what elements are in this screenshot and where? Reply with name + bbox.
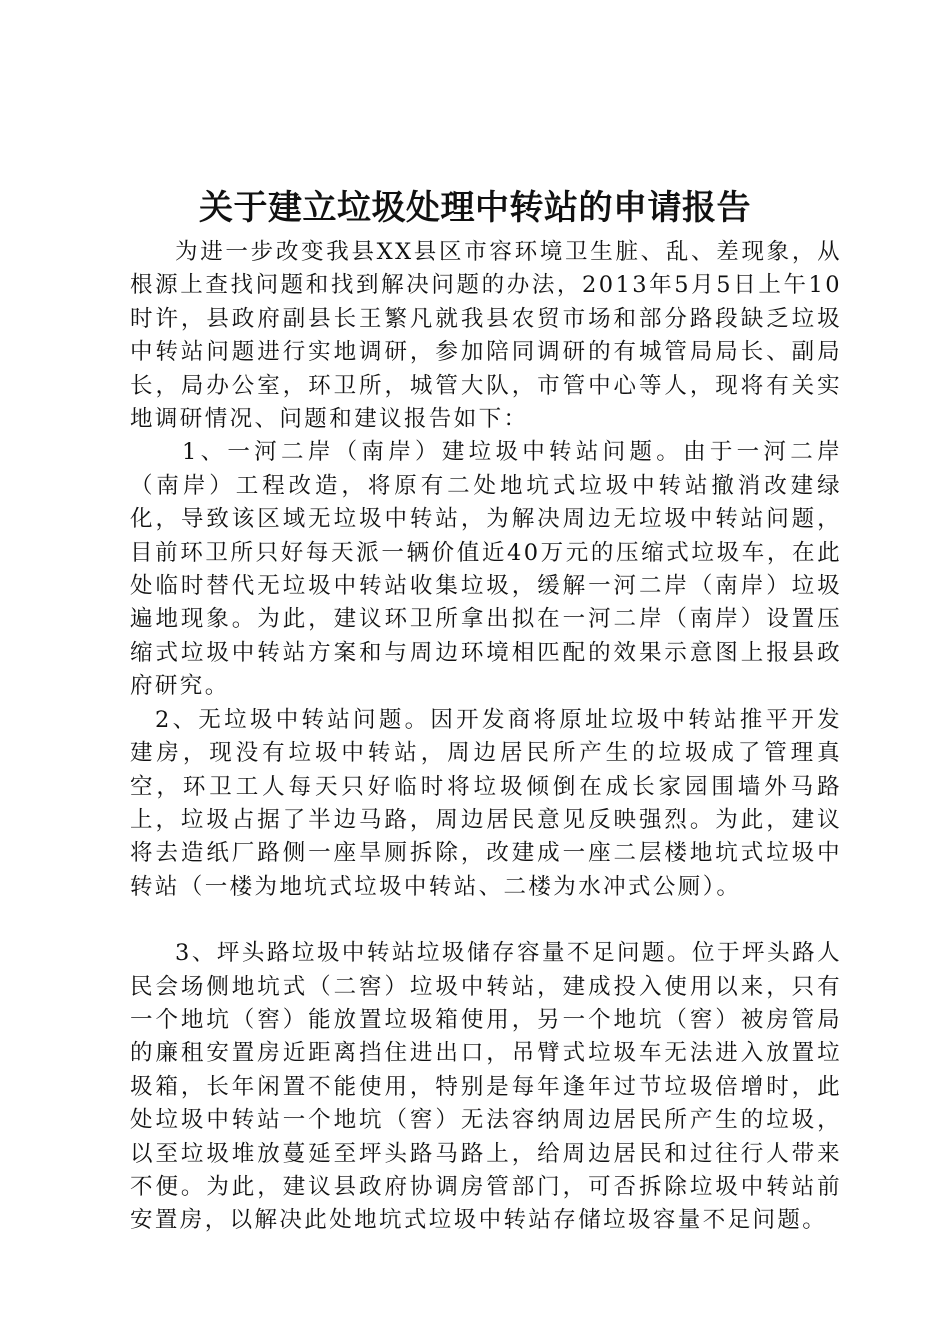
- paragraph-item-3: 3、坪头路垃圾中转站垃圾储存容量不足问题。位于坪头路人民会场侧地坑式（二窖）垃圾中转站，建成投入使用以来，只有一个地坑（窖）能放置垃圾箱使用，另一个地坑（窖）被房管局的廉租安置房近距离挡住进出口，吊臂式垃圾车无法进入放置垃圾箱，长年闲置不能使用，特别是每年逢年过节垃圾倍增时，此处垃圾中转站一个地坑（窖）无法容纳周边居民所产生的垃圾，以至垃圾堆放蔓延至坪头路马路上，给周边居民和过往行人带来不便。为此，建议县政府协调房管部门，可否拆除垃圾中转站前安置房，以解决此处地坑式垃圾中转站存储垃圾容量不足问题。: [130, 940, 842, 1234]
- document-body: [130, 236, 842, 1238]
- paragraph-intro: 为进一步改变我县XX县区市容环境卫生脏、乱、差现象，从根源上查找问题和找到解决问题的办法，2013年5月5日上午10时许，县政府副县长王繁凡就我县农贸市场和部分路段缺乏垃圾中转站问题进行实地调研，参加陪同调研的有城管局局长、副局长，局办公室，环卫所，城管大队，市管中心等人，现将有关实地调研情况、问题和建议报告如下：: [130, 239, 842, 433]
- document-title: 关于建立垃圾处理中转站的申请报告: [199, 188, 751, 228]
- paragraph-item-2: 2、无垃圾中转站问题。因开发商将原址垃圾中转站推平开发建房，现没有垃圾中转站，周边居民所产生的垃圾成了管理真空，环卫工人每天只好临时将垃圾倾倒在成长家园围墙外马路上，垃圾占据了半边马路，周边居民意见反映强烈。为此，建议将去造纸厂路侧一座旱厕拆除，改建成一座二层楼地坑式垃圾中转站（一楼为地坑式垃圾中转站、二楼为水冲式公厕）。: [130, 706, 842, 900]
- paragraph-item-1: 1、一河二岸（南岸）建垃圾中转站问题。由于一河二岸（南岸）工程改造，将原有二处地坑式垃圾中转站撤消改建绿化，导致该区域无垃圾中转站，为解决周边无垃圾中转站问题，目前环卫所只好每天派一辆价值近40万元的压缩式垃圾车，在此处临时替代无垃圾中转站收集垃圾，缓解一河二岸（南岸）垃圾遍地现象。为此，建议环卫所拿出拟在一河二岸（南岸）设置压缩式垃圾中转站方案和与周边环境相匹配的效果示意图上报县政府研究。: [130, 439, 842, 700]
